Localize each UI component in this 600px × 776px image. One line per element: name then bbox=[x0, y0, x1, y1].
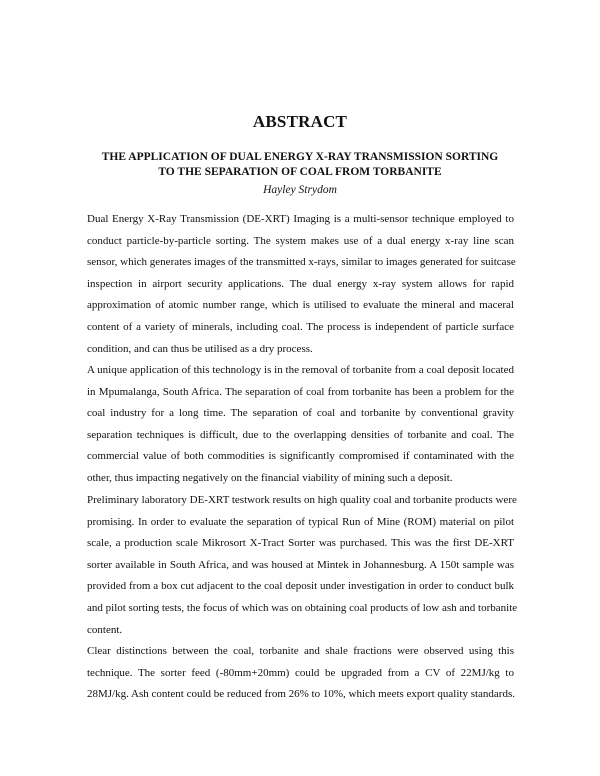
paragraph-line: condition, and can thus be utilised as a dry process. bbox=[87, 342, 313, 355]
paragraph-3 bbox=[87, 490, 518, 641]
paragraph-line: conduct particle-by-particle sorting. The system makes use of a dual energy x-ray line scan bbox=[87, 234, 514, 247]
paragraph-line: commercial value of both commodities is significantly compromised if contaminated with the bbox=[87, 450, 514, 463]
paper-title bbox=[60, 150, 540, 180]
paper-title-line: TO THE SEPARATION OF COAL FROM TORBANITE bbox=[158, 166, 442, 178]
paragraph-line: separation techniques is difficult, due to the overlapping densities of torbanite and coal. The bbox=[87, 428, 514, 441]
paragraph-4 bbox=[87, 641, 514, 706]
paragraph-line: provided from a box cut adjacent to the coal deposit under investigation in order to conduct bulk bbox=[87, 580, 514, 593]
paragraph-line: technique. The sorter feed (-80mm+20mm) could be upgraded from a CV of 22MJ/kg to bbox=[87, 666, 514, 679]
paragraph-line: inspection in airport security applications. The dual energy x-ray system allows for rapid bbox=[87, 277, 514, 290]
paragraph-line: content. bbox=[87, 623, 123, 636]
paragraph-line: promising. In order to evaluate the separation of typical Run of Mine (ROM) material on pilot bbox=[87, 515, 514, 528]
paragraph-line: sorter available in South Africa, and was housed at Mintek in Johannesburg. A 150t sample was bbox=[87, 558, 514, 571]
paragraph-line: sensor, which generates images of the transmitted x-rays, similar to images generated for suitcase bbox=[87, 256, 516, 269]
paragraph-line: coal industry for a long time. The separation of coal and torbanite by conventional gravity bbox=[87, 407, 514, 420]
paragraph-line: Preliminary laboratory DE-XRT testwork results on high quality coal and torbanite products were bbox=[87, 494, 517, 506]
paragraph-2 bbox=[87, 360, 514, 490]
paragraph-line: approximation of atomic number range, which is utilised to evaluate the mineral and maceral bbox=[87, 299, 514, 312]
paragraph-line: and pilot sorting tests, the focus of which was on obtaining coal products of low ash and torbanite bbox=[87, 601, 518, 614]
paragraph-line: other, thus impacting negatively on the financial viability of mining such a deposit. bbox=[87, 471, 453, 484]
paragraph-line: Dual Energy X-Ray Transmission (DE-XRT) Imaging is a multi-sensor technique employed to bbox=[87, 213, 514, 225]
paragraph-line: A unique application of this technology is in the removal of torbanite from a coal deposit located bbox=[87, 364, 514, 376]
paragraph-line: content of a variety of minerals, including coal. The process is independent of particle surface bbox=[87, 320, 514, 333]
paragraph-line: scale, a production scale Mikrosort X-Tract Sorter was purchased. This was the first DE-XRT bbox=[87, 537, 514, 550]
author-name: Hayley Strydom bbox=[263, 184, 337, 196]
paragraph-line: 28MJ/kg. Ash content could be reduced from 26% to 10%, which meets export quality standards. bbox=[87, 688, 515, 701]
paragraph-line: in Mpumalanga, South Africa. The separation of coal from torbanite has been a problem for the bbox=[87, 385, 514, 398]
paragraph-1 bbox=[87, 209, 514, 360]
paragraph-line: Clear distinctions between the coal, torbanite and shale fractions were observed using this bbox=[87, 645, 514, 657]
page-heading: ABSTRACT bbox=[252, 112, 348, 131]
paper-title-line: THE APPLICATION OF DUAL ENERGY X-RAY TRANSMISSION SORTING bbox=[101, 151, 499, 163]
